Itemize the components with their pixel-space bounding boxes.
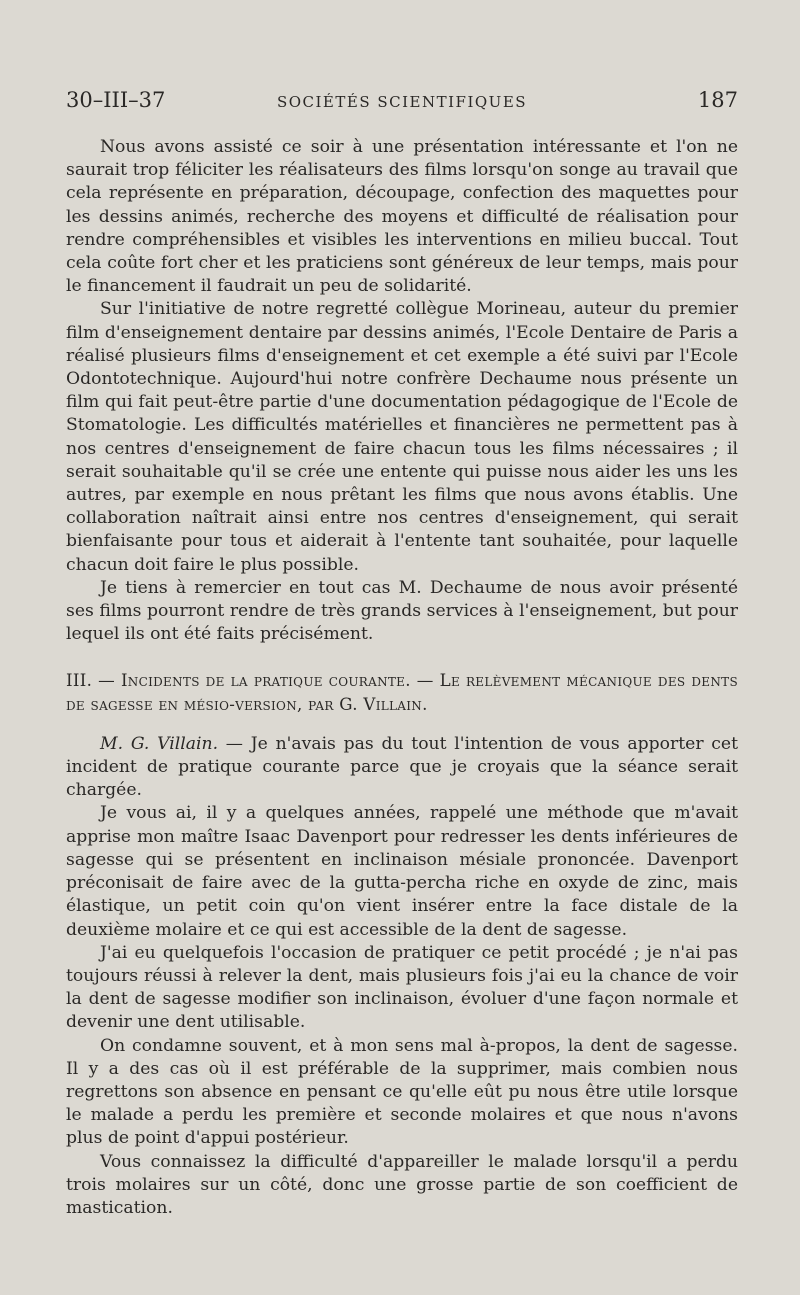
speaker-name: M. G. Villain. — [100, 733, 219, 754]
paragraph: Vous connaissez la difficulté d'appareiller le malade lorsqu'il a perdu trois molaires sur un côté, donc une grosse partie de son coefficient de mastication. — [66, 1151, 738, 1218]
paragraph: Je tiens à remercier en tout cas M. Dechaume de nous avoir présenté ses films pourront rendre de très grands services à l'enseignement, but pour lequel ils ont été faits précisément. — [66, 577, 738, 645]
paragraph: Je vous ai, il y a quelques années, rappelé une méthode que m'avait apprise mon maître Isaac Davenport pour redresser les dents inférieures de sagesse qui se présentent en inclinaison mésiale prononcée. Davenport préconisait de faire avec de la gutta-percha riche en oxyde de zinc, mais élastique, un petit coin qu'on vient insérer entre la face distale de la deuxième molaire et ce qui est accessible de la dent de sagesse. — [66, 803, 738, 940]
speaker-paragraph — [66, 733, 738, 803]
running-header — [66, 88, 738, 116]
speaker-text: — Je n'avais pas du tout l'intention de vous apporter cet incident de pratique courante parce que je croyais que la séance serait chargée. — [66, 733, 739, 801]
header-title: SOCIÉTÉS SCIENTIFIQUES — [276, 93, 528, 111]
paragraph: J'ai eu quelquefois l'occasion de pratiquer ce petit procédé ; je n'ai pas toujours réussi à relever la dent, mais plusieurs fois j'ai eu la chance de voir la dent de sagesse modifier son inclinaison, évoluer d'une façon normale et devenir une dent utilisable. — [66, 942, 738, 1033]
header-date: 30–III–37 — [66, 88, 166, 112]
page-body — [66, 136, 738, 1220]
page-number: 187 — [697, 88, 738, 112]
paragraph: On condamne souvent, et à mon sens mal à-propos, la dent de sagesse. Il y a des cas où il est préférable de la supprimer, mais combien nous regrettons son absence en pensant ce qu'elle eût pu nous être utile lorsque le malade a perdu les première et seconde molaires et que nous n'avons plus de point d'appui postérieur. — [66, 1035, 738, 1149]
section-heading: III. — Incidents de la pratique courante. — Le relèvement mécanique des dents de sagesse en mésio-version, par G. Villain. — [66, 671, 738, 714]
paragraph: Nous avons assisté ce soir à une présentation intéressante et l'on ne saurait trop féliciter les réalisateurs des films lorsqu'on songe au travail que cela représente en préparation, découpage, confection des maquettes pour les dessins animés, recherche des moyens et difficulté de réalisation pour rendre compréhensibles et visibles les interventions en milieu buccal. Tout cela coûte fort cher et les praticiens sont généreux de leur temps, mais pour le financement il faudrait un peu de solidarité. — [66, 137, 738, 297]
paragraph: Sur l'initiative de notre regretté collègue Morineau, auteur du premier film d'enseignement dentaire par dessins animés, l'Ecole Dentaire de Paris a réalisé plusieurs films d'enseignement et cet exemple a été suivi par l'Ecole Odontotechnique. Aujourd'hui notre confrère Dechaume nous présente un film qui fait peut-être partie d'une documentation pédagogique de l'Ecole de Stomatologie. Les difficultés matérielles et financières ne permettent pas à nos centres d'enseignement de faire chacun tous les films nécessaires ; il serait souhaitable qu'il se crée une entente qui puisse nous aider les uns les autres, par exemple en nous prêtant les films que nous avons établis. Une collaboration naîtrait ainsi entre nos centres d'enseignement, qui serait bienfaisante pour tous et aiderait à l'entente tant souhaitée, pour laquelle chacun doit faire le plus possible. — [66, 299, 738, 575]
